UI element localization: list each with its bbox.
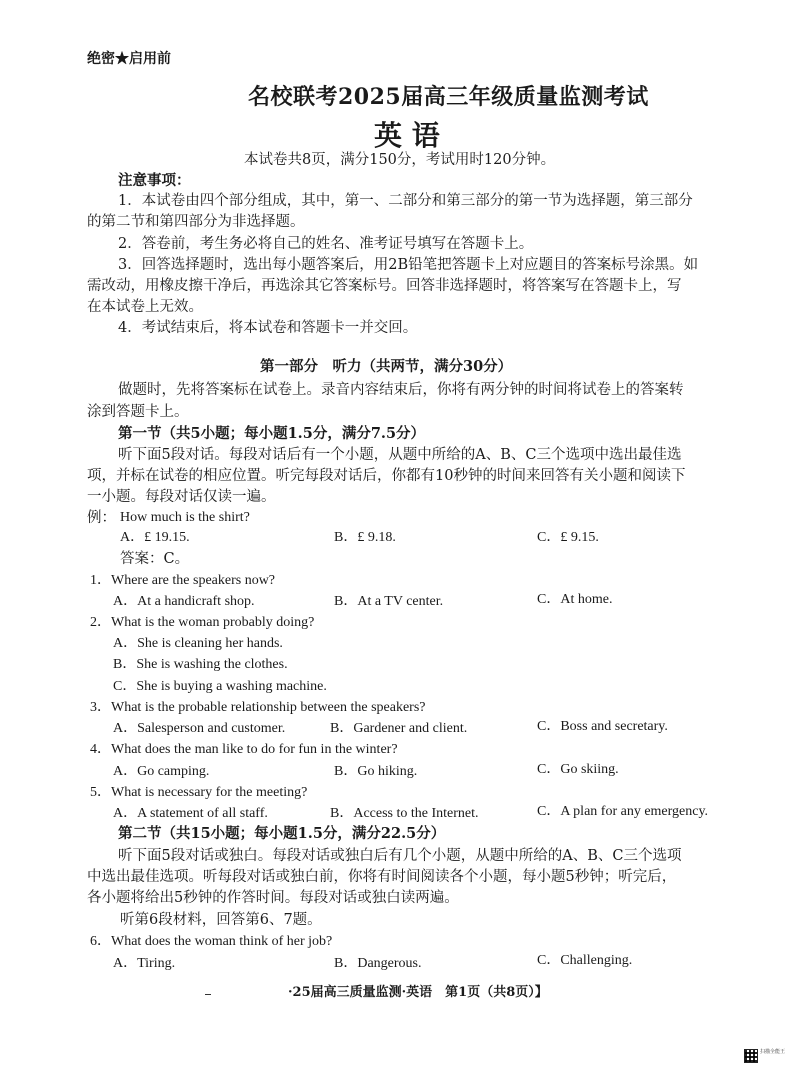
- part1-heading: 第一部分 听力（共两节，满分30分）: [260, 358, 513, 375]
- option-c: C．Boss and secretary.: [537, 719, 668, 734]
- notes-line-1: 1．本试卷由四个部分组成，其中，第一、二部分和第三部分的第一节为选择题，第三部分: [118, 193, 693, 209]
- watermark-text: 扫描全能王: [760, 1049, 786, 1055]
- question-text: What is the woman probably doing?: [111, 615, 315, 630]
- section2-intro-3: 各小题将给出5秒钟的作答时间。每段对话或独白读两遍。: [87, 890, 459, 906]
- question-number: 6．: [90, 934, 111, 949]
- notes-line-4: 3．回答选择题时，选出每小题答案后，用2B铅笔把答题卡上对应题目的答案标号涂黑。如: [118, 257, 699, 273]
- section1-heading: 第一节（共5小题；每小题1.5分，满分7.5分）: [118, 425, 426, 442]
- notes-line-6: 在本试卷上无效。: [87, 299, 203, 315]
- question-number: 4．: [90, 742, 111, 757]
- option-c: C．She is buying a washing machine.: [113, 679, 327, 694]
- option-a: A．Go camping.: [113, 764, 210, 779]
- question-number: 3．: [90, 700, 111, 715]
- section1-intro-3: 一小题。每段对话仅读一遍。: [87, 489, 276, 505]
- notes-line-2: 的第二节和第四部分为非选择题。: [87, 214, 305, 230]
- section1-intro-2: 项，并标在试卷的相应位置。听完每段对话后，你都有10秒钟的时间来回答有关小题和阅读下: [87, 468, 686, 484]
- notes-line-5: 需改动，用橡皮擦干净后，再选涂其它答案标号。回答非选择题时，将答案写在答题卡上，写: [87, 278, 682, 294]
- option-c: C．At home.: [537, 592, 613, 607]
- qr-code-icon: [744, 1049, 758, 1063]
- exam-title: 名校联考2025届高三年级质量监测考试: [248, 84, 649, 110]
- watermark: [760, 1049, 790, 1061]
- example-option-a: A．£ 19.15.: [120, 530, 190, 545]
- notes-line-3: 2．答卷前，考生务必将自己的姓名、准考证号填写在答题卡上。: [118, 236, 534, 252]
- option-b: B．She is washing the clothes.: [113, 657, 288, 672]
- example-question: How much is the shirt?: [120, 510, 250, 525]
- option-b: B．Access to the Internet.: [330, 806, 479, 821]
- question-text: What does the woman think of her job?: [111, 934, 333, 949]
- option-b: B．Dangerous.: [334, 956, 422, 971]
- question-text: What is necessary for the meeting?: [111, 785, 308, 800]
- example-option-c: C．£ 9.15.: [537, 530, 599, 545]
- example-option-b: B．£ 9.18.: [334, 530, 396, 545]
- question-text: What does the man like to do for fun in the winter?: [111, 742, 398, 757]
- notes-heading: 注意事项：: [118, 172, 191, 189]
- option-b: B．Gardener and client.: [330, 721, 468, 736]
- exam-meta: 本试卷共8页，满分150分，考试用时120分钟。: [244, 152, 556, 168]
- option-c: C．Challenging.: [537, 953, 633, 968]
- option-a: A．At a handicraft shop.: [113, 594, 255, 609]
- footer-dash: [205, 994, 211, 995]
- part1-intro-1: 做题时，先将答案标在试卷上。录音内容结束后，你将有两分钟的时间将试卷上的答案转: [118, 382, 684, 398]
- section2-intro-1: 听下面5段对话或独白。每段对话或独白后有几个小题，从题中所给的A、B、C三个选项: [118, 848, 682, 864]
- subject-title: 英 语: [374, 119, 440, 152]
- option-c: C．Go skiing.: [537, 762, 619, 777]
- question-number: 5．: [90, 785, 111, 800]
- question-number: 1．: [90, 573, 111, 588]
- section2-heading: 第二节（共15小题；每小题1.5分，满分22.5分）: [118, 825, 446, 842]
- section2-intro-2: 中选出最佳选项。听每段对话或独白前，你将有时间阅读各个小题，每小题5秒钟；听完后，: [87, 869, 677, 885]
- option-b: B．Go hiking.: [334, 764, 418, 779]
- question-number: 2．: [90, 615, 111, 630]
- question-text: Where are the speakers now?: [111, 573, 276, 588]
- option-a: A．She is cleaning her hands.: [113, 636, 283, 651]
- example-label: 例：: [87, 510, 116, 526]
- option-a: A．Tiring.: [113, 956, 176, 971]
- option-c: C．A plan for any emergency.: [537, 804, 709, 819]
- option-a: A．A statement of all staff.: [113, 806, 268, 821]
- secret-label: 绝密★启用前: [87, 51, 171, 67]
- notes-line-7: 4．考试结束后，将本试卷和答题卡一并交回。: [118, 320, 418, 336]
- option-a: A．Salesperson and customer.: [113, 721, 286, 736]
- option-b: B．At a TV center.: [334, 594, 444, 609]
- question-text: What is the probable relationship between the speakers?: [111, 700, 426, 715]
- part1-intro-2: 涂到答题卡上。: [87, 404, 189, 420]
- page-footer: ·25届高三质量监测·英语 第1页（共8页）】: [288, 985, 548, 1000]
- section1-intro-1: 听下面5段对话。每段对话后有一个小题，从题中所给的A、B、C三个选项中选出最佳选: [118, 447, 682, 463]
- example-answer: 答案：C。: [120, 551, 190, 567]
- section2-material: 听第6段材料，回答第6、7题。: [120, 912, 322, 928]
